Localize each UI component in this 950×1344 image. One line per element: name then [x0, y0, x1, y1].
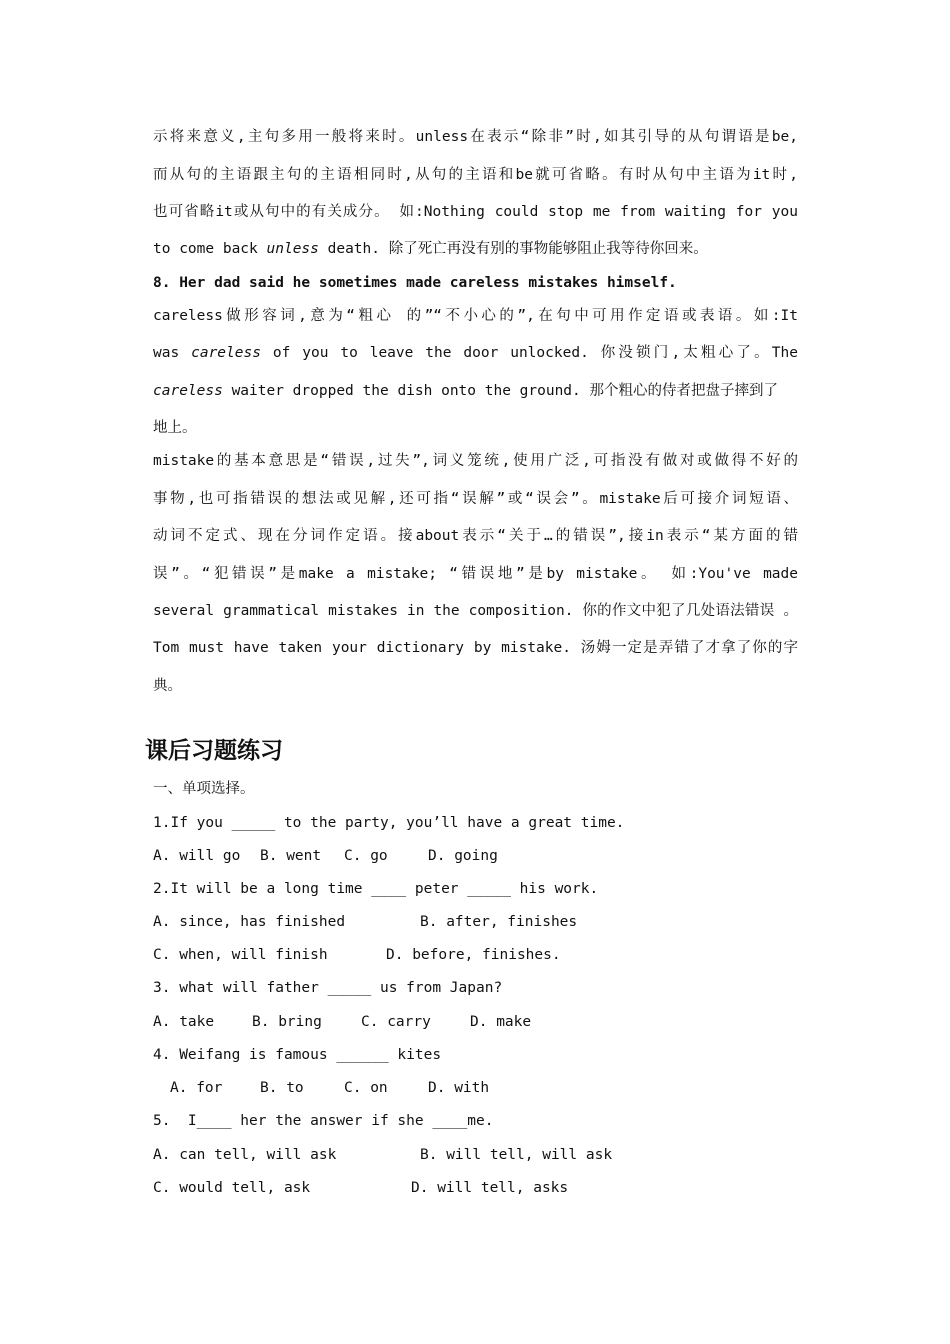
note-line: [153, 343, 798, 363]
note-line: mistake的基本意思是“错误,过失”,词义笼统,使用广泛,可指没有做对或做得不好的: [153, 453, 798, 469]
note-line: 示将来意义,主句多用一般将来时。unless在表示“除非”时,如其引导的从句谓语是be,: [153, 129, 798, 145]
option: C. go: [344, 848, 388, 864]
note-text: death. 除了死亡再没有别的事物能够阻止我等待你回来。: [318, 241, 708, 257]
section-title: 一、单项选择。: [153, 781, 255, 797]
option: D. with: [428, 1080, 490, 1096]
italic-term: careless: [153, 383, 223, 399]
item-8-title: 8. Her dad said he sometimes made careless mistakes himself.: [153, 275, 677, 291]
option: B. will tell, will ask: [420, 1147, 613, 1163]
note-line: 也可省略it或从句中的有关成分。 如:Nothing could stop me from waiting for you: [153, 204, 798, 220]
note-line: 动词不定式、现在分词作定语。接about表示“关于…的错误”,接in表示“某方面的错: [153, 528, 798, 544]
question-3: 3. what will father _____ us from Japan?: [153, 980, 503, 996]
option: A. since, has finished: [153, 914, 346, 930]
note-line: 典。: [153, 678, 182, 694]
note-text: waiter dropped the dish onto the ground. 那个粗心的侍者把盘子摔到了: [222, 383, 778, 399]
option: D. before, finishes.: [386, 947, 561, 963]
option: A. can tell, will ask: [153, 1147, 337, 1163]
option: B. to: [260, 1080, 304, 1096]
option: A. will go: [153, 848, 241, 864]
italic-term: unless: [266, 241, 319, 257]
question-2: 2.It will be a long time ____ peter _____ his work.: [153, 881, 599, 897]
note-text: of you to leave the door unlocked. 你没锁门,太粗心了。The: [260, 345, 798, 361]
note-line: 地上。: [153, 420, 197, 436]
option: D. make: [470, 1014, 532, 1030]
option: D. going: [428, 848, 498, 864]
note-line: 事物,也可指错误的想法或见解,还可指“误解”或“误会”。mistake后可接介词短语、: [153, 491, 798, 507]
option: C. would tell, ask: [153, 1180, 311, 1196]
option: A. for: [170, 1080, 223, 1096]
note-line: careless做形容词,意为“粗心 的”“不小心的”,在句中可用作定语或表语。如:It: [153, 308, 798, 324]
note-line: [153, 381, 778, 401]
option: D. will tell, asks: [411, 1180, 569, 1196]
question-4: 4. Weifang is famous ______ kites: [153, 1047, 442, 1063]
option: C. on: [344, 1080, 388, 1096]
option: A. take: [153, 1014, 215, 1030]
italic-term: careless: [191, 345, 261, 361]
note-line: 误”。“犯错误”是make a mistake; “错误地”是by mistake。 如:You've made: [153, 566, 798, 582]
option: B. bring: [252, 1014, 322, 1030]
note-text: to come back: [153, 241, 267, 257]
note-line: several grammatical mistakes in the composition. 你的作文中犯了几处语法错误 。: [153, 603, 798, 619]
option: C. carry: [361, 1014, 431, 1030]
option: C. when, will finish: [153, 947, 328, 963]
option: B. after, finishes: [420, 914, 578, 930]
question-5: 5. I____ her the answer if she ____me.: [153, 1113, 494, 1129]
question-1: 1.If you _____ to the party, you’ll have a great time.: [153, 815, 625, 831]
exercise-heading: 课后习题练习: [145, 738, 283, 764]
note-line: [153, 239, 708, 259]
option: B. went: [260, 848, 322, 864]
note-line: 而从句的主语跟主句的主语相同时,从句的主语和be就可省略。有时从句中主语为it时,: [153, 167, 798, 183]
note-text: was: [153, 345, 192, 361]
note-line: Tom must have taken your dictionary by mistake. 汤姆一定是弄错了才拿了你的字: [153, 640, 798, 656]
